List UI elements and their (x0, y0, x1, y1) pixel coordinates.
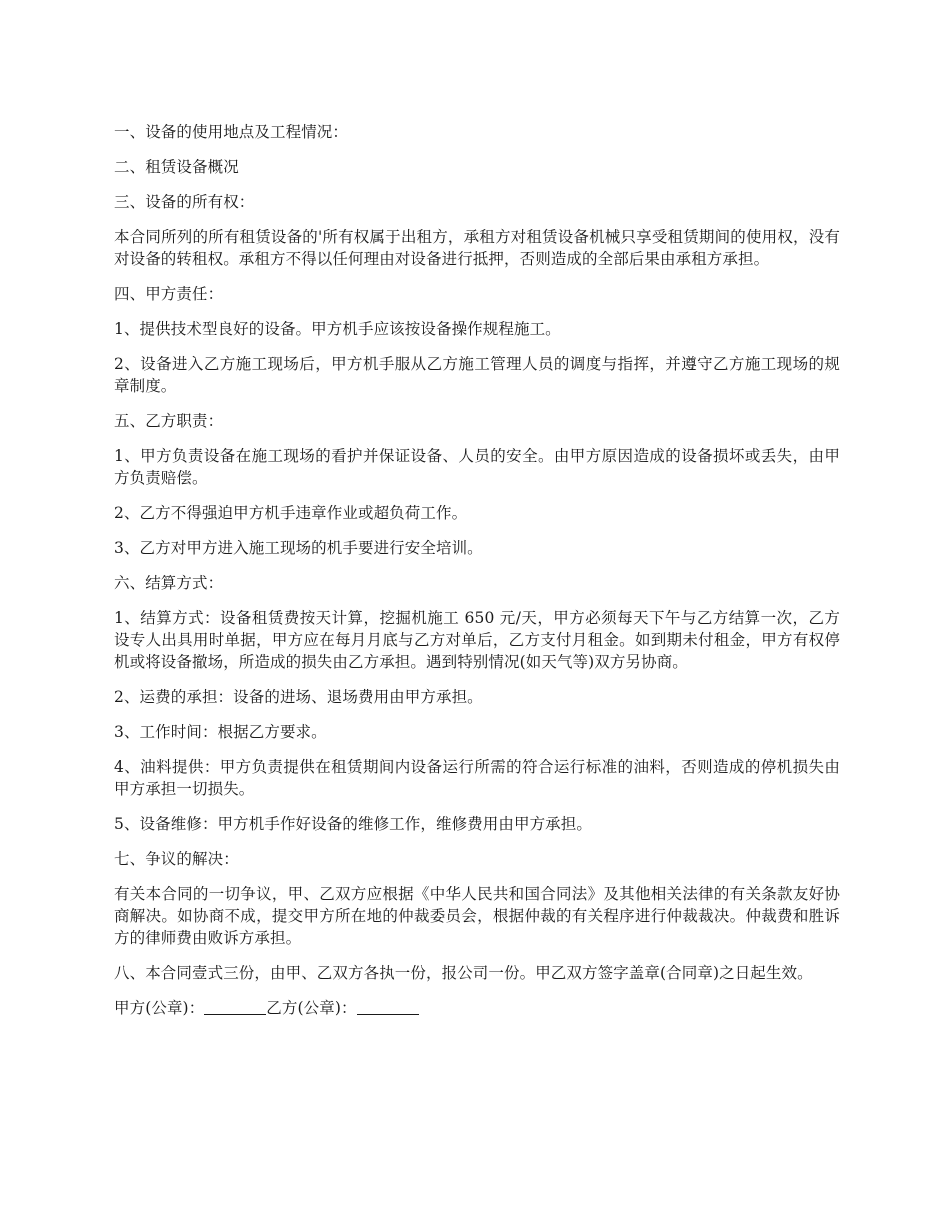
signature-line (114, 997, 840, 1019)
settlement-clause-4: 4、油料提供：甲方负责提供在租赁期间内设备运行所需的符合运行标准的油料，否则造成的停机损失由甲方承担一切损失。 (114, 758, 840, 798)
section-heading-6: 六、结算方式： (114, 574, 224, 592)
party-a-signature-blank[interactable] (204, 998, 266, 1015)
party-a-clause-2: 2、设备进入乙方施工现场后，甲方机手服从乙方施工管理人员的调度与指挥，并遵守乙方施工现场的规章制度。 (114, 355, 840, 395)
settlement-clause-5: 5、设备维修：甲方机手作好设备的维修工作，维修费用由甲方承担。 (114, 815, 592, 833)
section-heading-7: 七、争议的解决： (114, 850, 239, 868)
section-heading-1: 一、设备的使用地点及工程情况： (114, 123, 349, 141)
settlement-clause-3: 3、工作时间：根据乙方要求。 (114, 723, 327, 741)
section-heading-2: 二、租赁设备概况 (114, 158, 239, 176)
party-b-seal-label: 乙方(公章)： (266, 999, 357, 1017)
party-b-clause-3: 3、乙方对甲方进入施工现场的机手要进行安全培训。 (114, 539, 483, 557)
party-a-seal-label: 甲方(公章)： (114, 999, 205, 1017)
settlement-clause-1: 1、结算方式：设备租赁费按天计算，挖掘机施工 650 元/天，甲方必须每天下午与乙方结算一次，乙方设专人出具用时单据，甲方应在每月月底与乙方对单后，乙方支付月租金。如到期未付租金，甲方有权停机或将设备撤场，所造成的损失由乙方承担。遇到特别情况(如天气等)双方另协商。 (114, 609, 840, 671)
section-heading-3: 三、设备的所有权： (114, 193, 255, 211)
section-heading-4: 四、甲方责任： (114, 285, 224, 303)
party-a-clause-1: 1、提供技术型良好的设备。甲方机手应该按设备操作规程施工。 (114, 320, 561, 338)
copies-paragraph: 八、本合同壹式三份，由甲、乙双方各执一份，报公司一份。甲乙双方签字盖章(合同章)之日起生效。 (114, 964, 813, 982)
party-b-signature-blank[interactable] (357, 998, 419, 1015)
dispute-paragraph: 有关本合同的一切争议，甲、乙双方应根据《中华人民共和国合同法》及其他相关法律的有关条款友好协商解决。如协商不成，提交甲方所在地的仲裁委员会，根据仲裁的有关程序进行仲裁裁决。仲裁费和胜诉方的律师费由败诉方承担。 (114, 885, 840, 947)
party-b-clause-2: 2、乙方不得强迫甲方机手违章作业或超负荷工作。 (114, 504, 468, 522)
settlement-clause-2: 2、运费的承担：设备的进场、退场费用由甲方承担。 (114, 688, 483, 706)
document-body (114, 121, 840, 1032)
party-b-clause-1: 1、甲方负责设备在施工现场的看护并保证设备、人员的安全。由甲方原因造成的设备损坏或丢失，由甲方负责赔偿。 (114, 447, 840, 487)
section-heading-5: 五、乙方职责： (114, 412, 224, 430)
ownership-paragraph: 本合同所列的所有租赁设备的'所有权属于出租方，承租方对租赁设备机械只享受租赁期间的使用权，没有对设备的转租权。承租方不得以任何理由对设备进行抵押，否则造成的全部后果由承租方承担。 (114, 228, 840, 268)
